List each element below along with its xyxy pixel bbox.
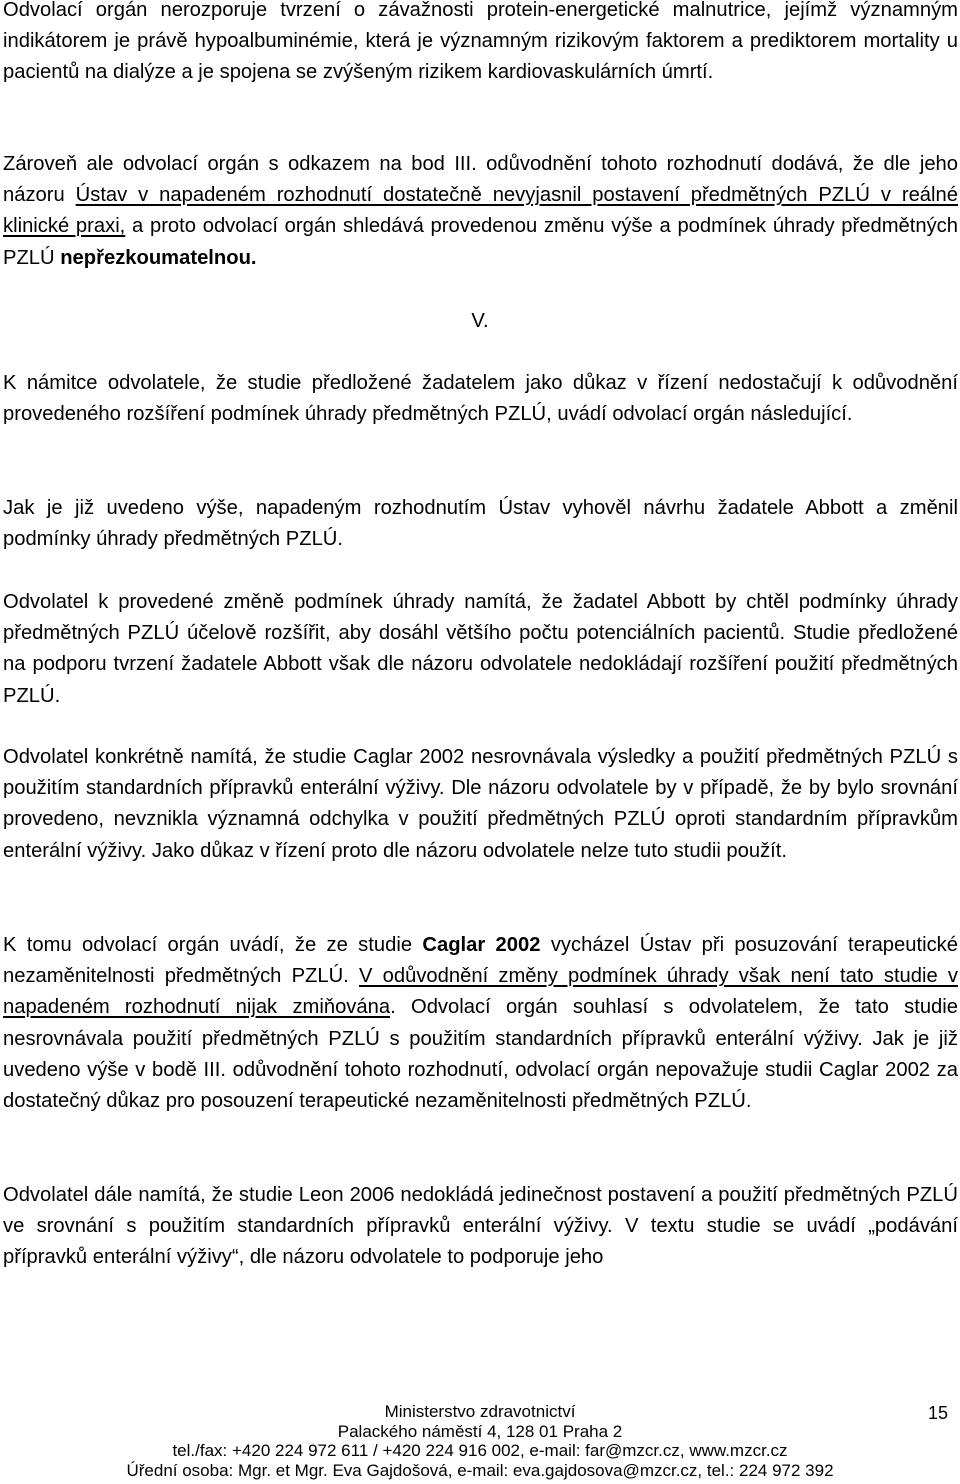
section-heading: V.	[471, 310, 489, 332]
paragraph-caglar-objection	[3, 742, 958, 867]
paragraph-text: K námitce odvolatele, že studie předložené žadatelem jako důkaz v řízení nedostačují k odůvodnění provedeného rozšíření podmínek úhrady předmětných PZLÚ, uvádí odvolací orgán následující.	[3, 372, 958, 426]
paragraph-text: K tomu odvolací orgán uvádí, že ze studie	[3, 934, 423, 956]
underlined-text: Ústav v napadeném rozhodnutí dostatečně nevyjasnil postavení předmětných PZLÚ v reálné klinické praxi,	[3, 184, 958, 238]
paragraph-reasoning	[3, 149, 958, 274]
footer-address: Palackého náměstí 4, 128 01 Praha 2	[337, 1421, 623, 1441]
paragraph-text: Zároveň ale odvolací orgán s odkazem na bod III. odůvodnění tohoto rozhodnutí dodává, že dle jeho názoru	[3, 153, 958, 207]
bold-text: nepřezkoumatelnou.	[60, 246, 257, 269]
paragraph-malnutrition	[3, 0, 958, 89]
footer-contact: tel./fax: +420 224 972 611 / +420 224 916 002, e-mail: far@mzcr.cz, www.mzcr.cz	[172, 1441, 788, 1460]
paragraph-caglar-response	[3, 930, 958, 1117]
paragraph-objection	[3, 368, 958, 430]
paragraph-text: Odvolací orgán nerozporuje tvrzení o závažnosti protein-energetické malnutrice, jejímž významným indikátorem je právě hypoalbuminémie, která je významným rizikovým faktorem a prediktorem mortality u pacientů na dialýze a je spojena se zvýšeným rizikem kardiovaskulárních úmrtí.	[3, 0, 958, 84]
paragraph-appellant-objection	[3, 587, 958, 712]
paragraph-leon	[3, 1180, 958, 1274]
page-footer	[0, 1402, 960, 1480]
paragraph-text: a proto odvolací orgán shledává provedenou změnu výše a podmínek úhrady předmětných PZLÚ	[3, 215, 958, 269]
paragraph-text: vycházel Ústav při posuzování terapeutické nezaměnitelnosti předmětných PZLÚ.	[3, 934, 958, 988]
page-number: 15	[927, 1403, 948, 1423]
footer-official: Úřední osoba: Mgr. et Mgr. Eva Gajdošová, e-mail: eva.gajdosova@mzcr.cz, tel.: 224 972 392	[126, 1460, 834, 1480]
paragraph-text: Odvolatel dále namítá, že studie Leon 2006 nedokládá jedinečnost postavení a použití předmětných PZLÚ ve srovnání s použitím standardních přípravků enterální výživy. V textu studie se uvádí „podávání přípravků enterální výživy“, dle názoru odvolatele to podporuje jeho	[3, 1184, 958, 1269]
paragraph-text: Odvolatel konkrétně namítá, že studie Caglar 2002 nesrovnávala výsledky a použití předmětných PZLÚ s použitím standardních přípravků enterální výživy. Dle názoru odvolatele by v případě, že by bylo srovnání provedeno, nevznikla významná odchylka v použití předmětných PZLÚ oproti standardním přípravkům enterální výživy. Jako důkaz v řízení proto dle názoru odvolatele nelze tuto studii použít.	[3, 746, 958, 862]
footer-ministry: Ministerstvo zdravotnictví	[384, 1402, 576, 1421]
paragraph-text: Odvolatel k provedené změně podmínek úhrady namítá, že žadatel Abbott by chtěl podmínky úhrady předmětných PZLÚ účelově rozšířit, aby dosáhl většího počtu potenciálních pacientů. Studie předložené na podporu tvrzení žadatele Abbott však dle názoru odvolatele nedokládají rozšíření použití předmětných PZLÚ.	[3, 591, 958, 707]
paragraph-text: . Odvolací orgán souhlasí s odvolatelem, že tato studie nesrovnávala použití předmětných PZLÚ s použitím standardních přípravků enterální výživy. Jak je již uvedeno výše v bodě III. odůvodnění tohoto rozhodnutí, odvolací orgán nepovažuje studii Caglar 2002 za dostatečný důkaz pro posouzení terapeutické nezaměnitelnosti předmětných PZLÚ.	[3, 996, 958, 1113]
paragraph-abbott	[3, 493, 958, 555]
bold-text: Caglar 2002	[422, 934, 541, 956]
underlined-text: V odůvodnění změny podmínek úhrady však není tato studie v napadeném rozhodnutí nijak zmiňována	[3, 965, 959, 1019]
paragraph-text: Jak je již uvedeno výše, napadeným rozhodnutím Ústav vyhověl návrhu žadatele Abbott a změnil podmínky úhrady předmětných PZLÚ.	[3, 497, 958, 551]
